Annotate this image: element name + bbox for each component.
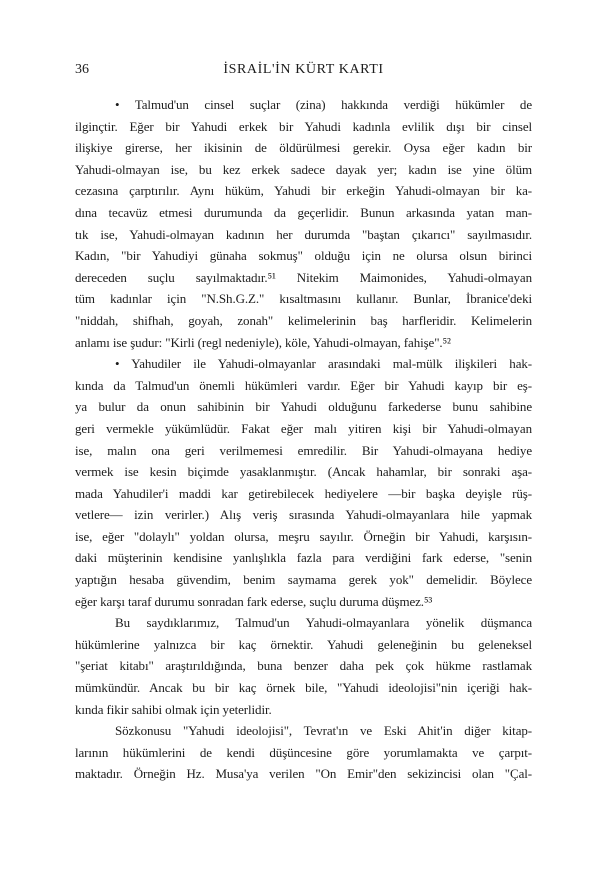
text-line: anlamı ise şudur: "Kirli (regl nedeniyle), köle, Yahudi-olmayan, fahişe".⁵² (75, 334, 451, 350)
text-line: geri vermekle yükümlüdür. Fakat eğer malı yitiren kişi bir Yahudi-olmayan (75, 420, 532, 436)
page-number: 36 (75, 62, 89, 77)
page-content (75, 60, 532, 785)
text-line: ilişkiye girerse, her ikisinin de öldürülmesi gerekir. Oysa eğer kadın bir (75, 140, 532, 156)
body-text (75, 94, 532, 785)
text-line: tüm kadınlar için "N.Sh.G.Z." kısaltmasını kullanır. Bunlar, İbranice'deki (75, 291, 532, 307)
text-line: • Talmud'un cinsel suçlar (zina) hakkında verdiği hükümler de (115, 97, 532, 112)
text-line: tık ise, Yahudi-olmayan kadının her durumda "baştan çıkarıcı" sayılmasıdır. (75, 226, 532, 242)
text-line: "niddah, shifhah, goyah, zonah" kelimelerinin baş harfleridir. Kelimelerin (75, 312, 532, 328)
text-line: dereceden suçlu sayılmaktadır.⁵¹ Nitekim Maimonides, Yahudi-olmayan (75, 269, 532, 285)
text-line: dına tecavüz etmesi durumunda da geçerlidir. Bunun arkasında yatan man- (75, 204, 532, 220)
text-line: kında da Talmud'un önemli hükümleri vardır. Eğer bir Yahudi kayıp bir eş- (75, 377, 532, 393)
text-line: ise, eğer "dolaylı" yoldan olursa, meşru sayılır. Örneğin bir Yahudi, karşısın- (75, 528, 532, 544)
text-line: larının hükümlerini de kendi düşüncesine göre yorumlamakta ve çarpıt- (75, 744, 532, 760)
text-line: "şeriat kitabı" araştırıldığında, buna benzer daha pek çok hükme rastlamak (75, 658, 532, 674)
text-line: maktadır. Örneğin Hz. Musa'ya verilen "On Emir"den sekizincisi olan "Çal- (75, 766, 532, 782)
text-line: Yahudi-olmayan ise, bu kez erkek sadece dayak yer; kadın ise yine ölüm (75, 161, 532, 177)
paragraph (75, 720, 532, 785)
text-line: vetlere— izin verirler.) Alış veriş sırasında Yahudi-olmayanlara hile yapmak (75, 507, 532, 523)
text-line: vermek ise kesin biçimde yasaklanmıştır. (Ancak hahamlar, bir sonraki aşa- (75, 464, 532, 480)
text-line: eğer karşı taraf durumu sonradan fark ederse, suçlu duruma düşmez.⁵³ (75, 593, 433, 609)
text-line: ya bulur da onun sahibinin bir Yahudi olduğunu farkederse bunu sahibine (75, 399, 532, 415)
text-line: cezasına çarptırılır. Aynı hüküm, Yahudi bir erkeğin Yahudi-olmayan bir ka- (75, 183, 532, 199)
text-line: mümkündür. Ancak bu bir kaç örnek bile, "Yahudi ideolojisi"nin içeriği hak- (75, 680, 532, 696)
running-header (75, 60, 532, 79)
text-line: Bu saydıklarımız, Talmud'un Yahudi-olmayanlara yönelik düşmanca (115, 615, 532, 631)
paragraph (75, 353, 532, 612)
text-line: Sözkonusu "Yahudi ideolojisi", Tevrat'ın ve Eski Ahit'in diğer kitap- (115, 723, 532, 739)
running-header-title: İSRAİL'İN KÜRT KARTI (223, 62, 384, 77)
text-line: ise, malın ona geri verilmemesi emredilir. Bir Yahudi-olmayana hediye (75, 442, 532, 458)
text-line: Kadın, "bir Yahudiyi günaha sokmuş" olduğu için ne olursa olsun birinci (75, 248, 532, 264)
text-line: kında fikir sahibi olmak için yeterlidir. (75, 701, 272, 717)
text-line: ilginçtir. Eğer bir Yahudi erkek bir Yahudi kadınla evlilik dışı bir cinsel (75, 118, 532, 134)
text-line: hükümlerine yalnızca bir kaç örnektir. Yahudi geleneğinin bu geleneksel (75, 636, 532, 652)
paragraph (75, 94, 532, 353)
text-line: daki müşterinin kendisine yanlışlıkla fazla para verdiğini fark ederse, "senin (75, 550, 532, 566)
text-line: mada Yahudiler'i maddi kar getirebilecek hediyelere —bir başka deyişle rüş- (75, 485, 532, 501)
text-line: • Yahudiler ile Yahudi-olmayanlar arasındaki mal-mülk ilişkileri hak- (115, 356, 532, 372)
paragraph (75, 612, 532, 720)
text-line: yaptığın hesaba güvendim, benim saymama gerek yok" demelidir. Böylece (75, 572, 532, 588)
